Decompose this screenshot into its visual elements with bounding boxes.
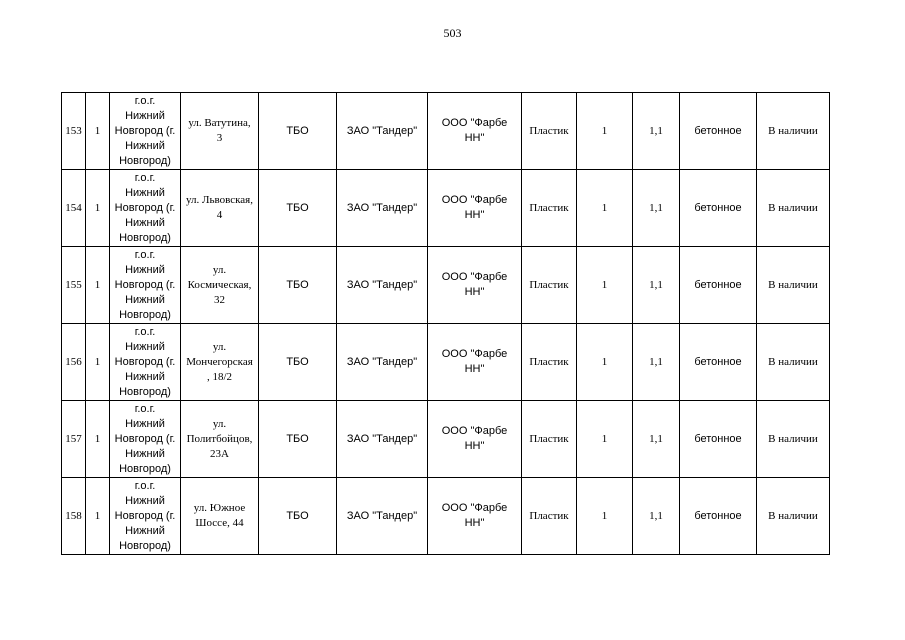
- material-cell: Пластик: [522, 93, 577, 170]
- row-number-cell: 157: [62, 401, 86, 478]
- operator-cell: [428, 93, 522, 170]
- waste-type-cell: ТБО: [259, 324, 337, 401]
- cell-line: Нижний: [125, 370, 165, 383]
- address-cell: [181, 478, 259, 555]
- containers-cell: 1: [577, 170, 633, 247]
- cell-line: Космическая,: [187, 278, 252, 291]
- cell-line: 4: [216, 209, 223, 221]
- owner-cell: ЗАО "Тандер": [337, 478, 428, 555]
- cell-line: ул. Львовская,: [186, 194, 253, 206]
- owner-cell: ЗАО "Тандер": [337, 93, 428, 170]
- cell-line: НН": [464, 132, 485, 144]
- waste-type-cell: ТБО: [259, 478, 337, 555]
- row-number-cell: 158: [62, 478, 86, 555]
- cell-line: г.о.г.: [134, 94, 156, 107]
- operator-cell: [428, 401, 522, 478]
- waste-type-cell: ТБО: [259, 401, 337, 478]
- owner-cell: ЗАО "Тандер": [337, 401, 428, 478]
- cell-line: ул. Ватутина,: [188, 117, 251, 129]
- address-cell: [181, 93, 259, 170]
- cell-line: Нижний: [125, 263, 165, 276]
- cell-line: Мончегорская: [186, 355, 253, 368]
- volume-cell: 1,1: [633, 324, 680, 401]
- cell-line: Новгород (г.: [114, 355, 176, 368]
- cell-line: Политбойцов,: [186, 432, 253, 445]
- cell-line: 23А: [210, 447, 229, 460]
- cell-line: г.о.г.: [134, 171, 156, 184]
- cell-line: Новгород): [119, 154, 171, 167]
- page-number: 503: [443, 26, 462, 40]
- material-cell: Пластик: [522, 324, 577, 401]
- volume-cell: 1,1: [633, 247, 680, 324]
- row-number-cell: 154: [62, 170, 86, 247]
- surface-cell: бетонное: [680, 170, 757, 247]
- table-row: [62, 478, 830, 555]
- cell-line: Нижний: [125, 524, 165, 537]
- operator-cell: [428, 324, 522, 401]
- cell-line: Новгород): [119, 462, 171, 475]
- material-cell: Пластик: [522, 170, 577, 247]
- count-cell: 1: [86, 478, 110, 555]
- owner-cell: ЗАО "Тандер": [337, 324, 428, 401]
- containers-cell: 1: [577, 401, 633, 478]
- availability-cell: В наличии: [757, 478, 830, 555]
- waste-site-table: [61, 92, 830, 555]
- row-number-cell: 155: [62, 247, 86, 324]
- cell-line: г.о.г.: [134, 325, 156, 338]
- cell-line: ООО "Фарбе: [441, 194, 508, 206]
- material-cell: Пластик: [522, 247, 577, 324]
- cell-line: г.о.г.: [134, 479, 156, 492]
- cell-line: Новгород (г.: [114, 432, 176, 445]
- availability-cell: В наличии: [757, 324, 830, 401]
- availability-cell: В наличии: [757, 401, 830, 478]
- volume-cell: 1,1: [633, 478, 680, 555]
- count-cell: 1: [86, 93, 110, 170]
- operator-cell: [428, 247, 522, 324]
- cell-line: Новгород): [119, 308, 171, 321]
- cell-line: ул.: [212, 340, 227, 353]
- cell-line: ООО "Фарбе: [441, 348, 508, 360]
- cell-line: НН": [464, 517, 485, 529]
- cell-line: 32: [214, 293, 225, 306]
- cell-line: Новгород): [119, 539, 171, 552]
- availability-cell: В наличии: [757, 170, 830, 247]
- volume-cell: 1,1: [633, 170, 680, 247]
- cell-line: НН": [464, 363, 485, 375]
- cell-line: Новгород): [119, 231, 171, 244]
- cell-line: Новгород (г.: [114, 124, 176, 137]
- locality-cell: [110, 247, 181, 324]
- address-cell: [181, 247, 259, 324]
- availability-cell: В наличии: [757, 247, 830, 324]
- cell-line: Шоссе, 44: [195, 517, 244, 529]
- address-cell: [181, 324, 259, 401]
- operator-cell: [428, 170, 522, 247]
- row-number-cell: 156: [62, 324, 86, 401]
- cell-line: Новгород (г.: [114, 509, 176, 522]
- count-cell: 1: [86, 170, 110, 247]
- cell-line: Нижний: [125, 293, 165, 306]
- cell-line: Нижний: [125, 186, 165, 199]
- cell-line: , 18/2: [206, 370, 233, 383]
- volume-cell: 1,1: [633, 93, 680, 170]
- row-number-cell: 153: [62, 93, 86, 170]
- cell-line: Новгород (г.: [114, 278, 176, 291]
- cell-line: ООО "Фарбе: [441, 425, 508, 437]
- waste-type-cell: ТБО: [259, 93, 337, 170]
- locality-cell: [110, 401, 181, 478]
- cell-line: г.о.г.: [134, 402, 156, 415]
- cell-line: ул.: [212, 263, 227, 276]
- locality-cell: [110, 170, 181, 247]
- surface-cell: бетонное: [680, 401, 757, 478]
- cell-line: Нижний: [125, 216, 165, 229]
- locality-cell: [110, 324, 181, 401]
- cell-line: Нижний: [125, 139, 165, 152]
- material-cell: Пластик: [522, 478, 577, 555]
- locality-cell: [110, 478, 181, 555]
- cell-line: Нижний: [125, 417, 165, 430]
- locality-cell: [110, 93, 181, 170]
- table-row: [62, 93, 830, 170]
- availability-cell: В наличии: [757, 93, 830, 170]
- cell-line: г.о.г.: [134, 248, 156, 261]
- containers-cell: 1: [577, 324, 633, 401]
- address-cell: [181, 401, 259, 478]
- cell-line: ул.: [212, 417, 227, 430]
- cell-line: ООО "Фарбе: [441, 502, 508, 514]
- cell-line: НН": [464, 286, 485, 298]
- material-cell: Пластик: [522, 401, 577, 478]
- surface-cell: бетонное: [680, 247, 757, 324]
- table-row: [62, 247, 830, 324]
- surface-cell: бетонное: [680, 478, 757, 555]
- cell-line: Нижний: [125, 494, 165, 507]
- cell-line: ООО "Фарбе: [441, 117, 508, 129]
- cell-line: Нижний: [125, 447, 165, 460]
- table-row: [62, 324, 830, 401]
- count-cell: 1: [86, 247, 110, 324]
- waste-type-cell: ТБО: [259, 170, 337, 247]
- containers-cell: 1: [577, 93, 633, 170]
- cell-line: НН": [464, 440, 485, 452]
- cell-line: Новгород): [119, 385, 171, 398]
- cell-line: Нижний: [125, 109, 165, 122]
- surface-cell: бетонное: [680, 324, 757, 401]
- cell-line: Нижний: [125, 340, 165, 353]
- surface-cell: бетонное: [680, 93, 757, 170]
- cell-line: НН": [464, 209, 485, 221]
- cell-line: ООО "Фарбе: [441, 271, 508, 283]
- cell-line: ул. Южное: [193, 502, 246, 514]
- operator-cell: [428, 478, 522, 555]
- table-body: [62, 93, 830, 555]
- table-row: [62, 401, 830, 478]
- volume-cell: 1,1: [633, 401, 680, 478]
- cell-line: 3: [216, 132, 223, 144]
- containers-cell: 1: [577, 478, 633, 555]
- count-cell: 1: [86, 401, 110, 478]
- owner-cell: ЗАО "Тандер": [337, 170, 428, 247]
- cell-line: Новгород (г.: [114, 201, 176, 214]
- waste-type-cell: ТБО: [259, 247, 337, 324]
- address-cell: [181, 170, 259, 247]
- table-row: [62, 170, 830, 247]
- owner-cell: ЗАО "Тандер": [337, 247, 428, 324]
- containers-cell: 1: [577, 247, 633, 324]
- count-cell: 1: [86, 324, 110, 401]
